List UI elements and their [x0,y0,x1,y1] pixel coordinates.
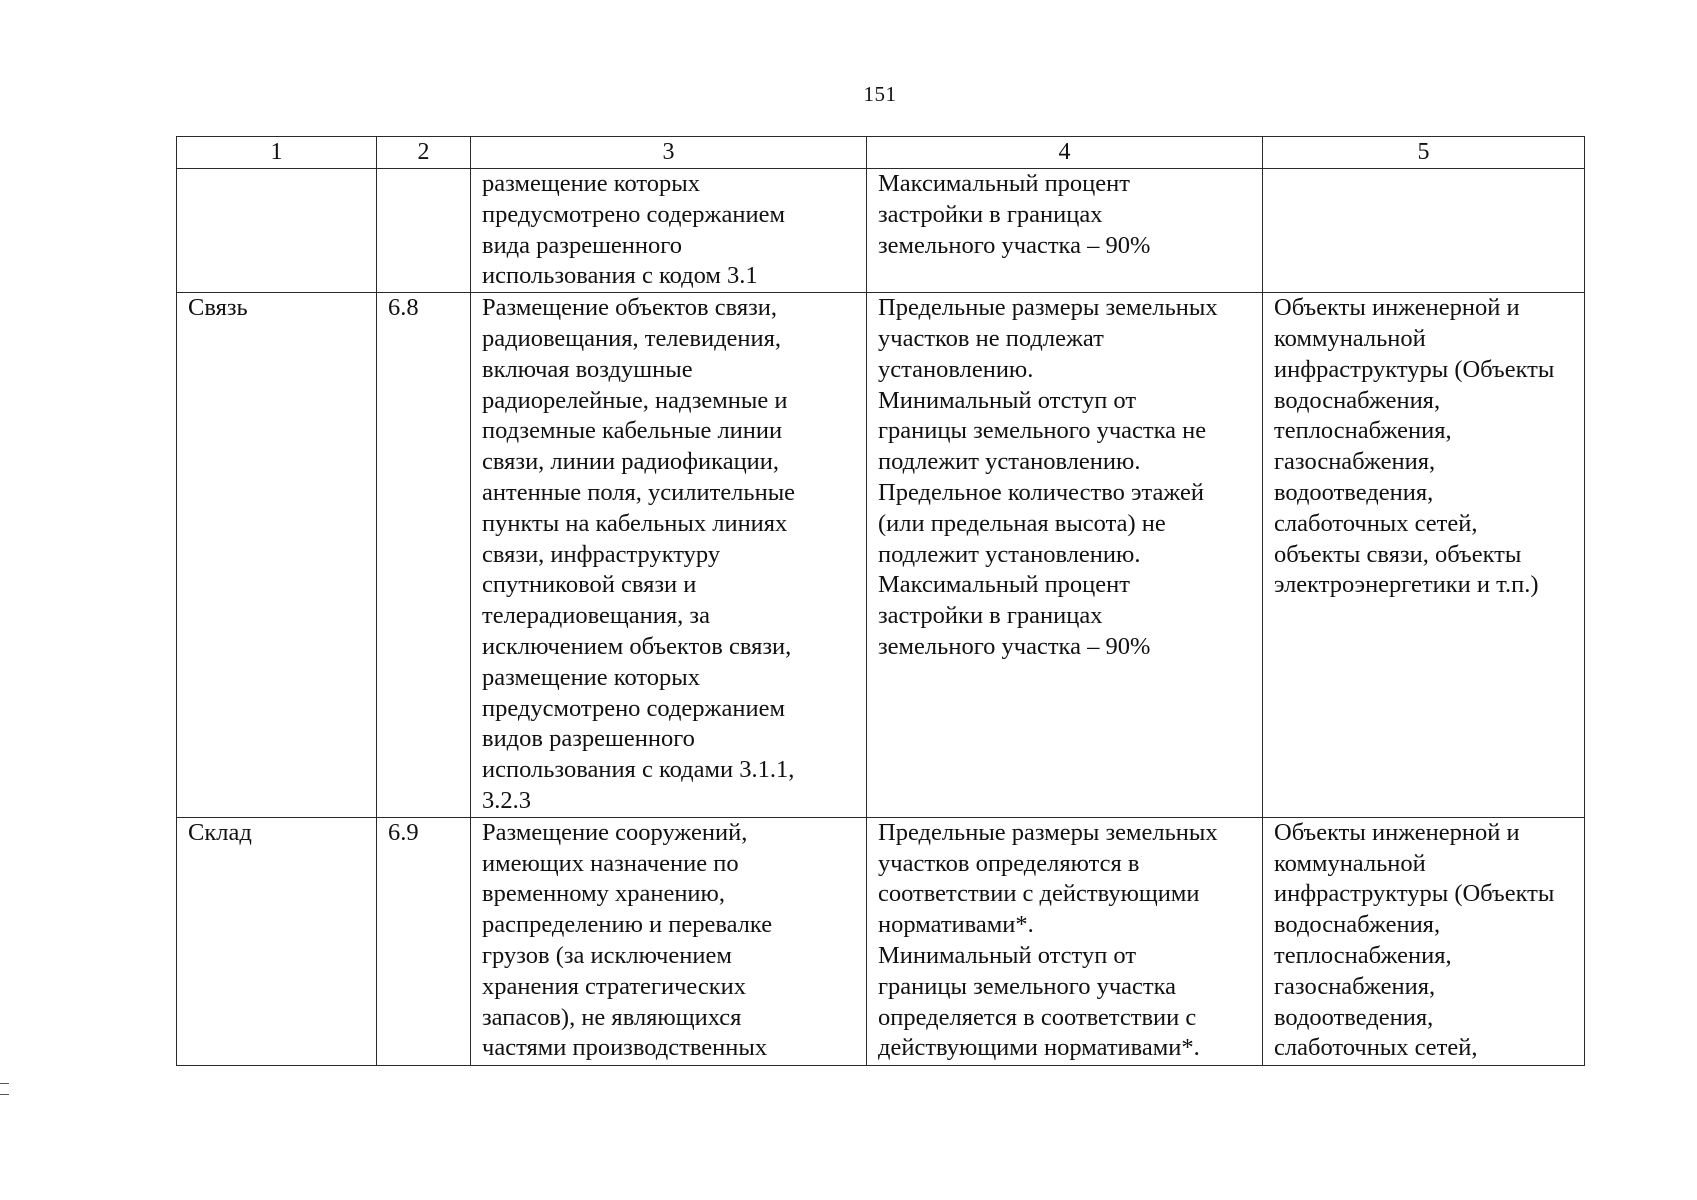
column-header-3: 3 [471,137,867,169]
use-name-cell: Склад [177,817,377,1065]
facilities-cell: Объекты инженерной и коммунальной инфраструктуры (Объекты водоснабжения, теплоснабжения, газоснабжения, водоотведения, слаботочных сетей, [1263,817,1585,1065]
column-header-5: 5 [1263,137,1585,169]
parameters-cell: Максимальный процент застройки в границах земельного участка – 90% [867,169,1263,293]
use-name-cell [177,169,377,293]
use-code-cell: 6.9 [377,817,471,1065]
facilities-cell [1263,169,1585,293]
use-code-cell: 6.8 [377,293,471,818]
column-header-1: 1 [177,137,377,169]
parameters-cell: Предельные размеры земельных участков не подлежат установлению. Минимальный отступ от границы земельного участка не подлежит установлению. Предельное количество этажей (или предельная высота) не подлежит установлению. Максимальный процент застройки в границах земельного участка – 90% [867,293,1263,818]
scan-edge-mark [0,1083,9,1095]
table-header-row [177,137,1585,169]
column-header-4: 4 [867,137,1263,169]
use-name-cell: Связь [177,293,377,818]
use-code-cell [377,169,471,293]
table-row [177,817,1585,1065]
page-number: 151 [863,82,897,106]
column-header-2: 2 [377,137,471,169]
table-row [177,169,1585,293]
table-row [177,293,1585,818]
facilities-cell: Объекты инженерной и коммунальной инфраструктуры (Объекты водоснабжения, теплоснабжения, газоснабжения, водоотведения, слаботочных сетей, объекты связи, объекты электроэнергетики и т.п.) [1263,293,1585,818]
parameters-cell: Предельные размеры земельных участков определяются в соответствии с действующими нормативами*. Минимальный отступ от границы земельного участка определяется в соответствии с действующими нормативами*. [867,817,1263,1065]
use-description-cell: Размещение объектов связи, радиовещания, телевидения, включая воздушные радиорелейные, надземные и подземные кабельные линии связи, линии радиофикации, антенные поля, усилительные пункты на кабельных линиях связи, инфраструктуру спутниковой связи и телерадиовещания, за исключением объектов связи, размещение которых предусмотрено содержанием видов разрешенного использования с кодами 3.1.1, 3.2.3 [471,293,867,818]
use-description-cell: Размещение сооружений, имеющих назначение по временному хранению, распределению и перевалке грузов (за исключением хранения стратегических запасов), не являющихся частями производственных [471,817,867,1065]
use-description-cell: размещение которых предусмотрено содержанием вида разрешенного использования с кодом 3.1 [471,169,867,293]
zoning-table [176,136,1585,1066]
